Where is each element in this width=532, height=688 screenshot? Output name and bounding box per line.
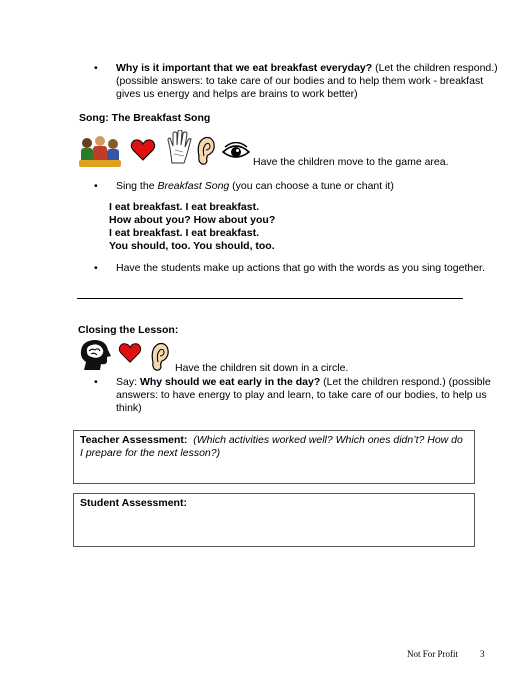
section-divider: [77, 298, 463, 299]
song-icons-row: [78, 130, 258, 170]
question-rest: (Let the children respond.) (possible answers: to take care of our bodies and to help them work - breakfast gives us energy and helps are brains to work better): [116, 62, 498, 100]
ear-icon: [150, 342, 170, 372]
teacher-assessment-box: [73, 430, 475, 484]
bullet: •: [94, 262, 98, 274]
ear-icon: [196, 136, 216, 166]
closing-icons-row: [78, 338, 188, 374]
sing-post: (you can choose a tune or chant it): [229, 180, 394, 192]
children-group-icon: [78, 134, 122, 170]
say-rest: (Let the children respond.) (possible answers: to have energy to play and learn, to take care of our bodies, to help us think): [116, 376, 491, 414]
teacher-assessment-label: Teacher Assessment:: [80, 434, 188, 446]
song-title: Breakfast Song: [157, 180, 230, 192]
question-breakfast-importance: [94, 62, 504, 101]
footer-text: Not For Profit: [407, 649, 459, 659]
sing-text: [116, 180, 504, 193]
student-assessment-label: Student Assessment:: [80, 497, 187, 509]
bullet: •: [94, 376, 98, 388]
bullet: •: [94, 180, 98, 192]
heart-icon: [130, 138, 156, 162]
song-lyrics: [109, 201, 275, 253]
closing-heading: Closing the Lesson:: [78, 324, 179, 336]
lyric-line: You should, too. You should, too.: [109, 240, 275, 252]
question-bold: Why is it important that we eat breakfast everyday?: [116, 62, 373, 74]
lyric-line: I eat breakfast. I eat breakfast.: [109, 201, 259, 213]
hand-icon: [166, 130, 192, 164]
song-icons-caption: Have the children move to the game area.: [253, 156, 449, 168]
lyric-line: How about you? How about you?: [109, 214, 276, 226]
question-text: [116, 62, 504, 101]
say-bold: Why should we eat early in the day?: [139, 376, 321, 388]
sing-pre: Sing the: [116, 180, 158, 192]
bullet: •: [94, 62, 98, 74]
say-pre: Say:: [116, 376, 140, 388]
say-instruction: [94, 376, 500, 415]
student-assessment-box: [73, 493, 475, 547]
eye-icon: [222, 142, 250, 162]
sing-instruction: [94, 180, 504, 193]
say-text: [116, 376, 500, 415]
page-number: 3: [480, 649, 485, 659]
actions-text: Have the students make up actions that go with the words as you sing together.: [116, 262, 485, 274]
lyric-line: I eat breakfast. I eat breakfast.: [109, 227, 259, 239]
head-brain-icon: [78, 338, 112, 372]
teacher-assessment-prompt: (Which activities worked well? Which ones didn’t? How do I prepare for the next lesson?): [80, 434, 463, 459]
song-heading: Song: The Breakfast Song: [79, 112, 211, 124]
actions-instruction: [94, 262, 514, 275]
heart-icon: [118, 342, 142, 364]
closing-icons-caption: Have the children sit down in a circle.: [175, 362, 349, 374]
